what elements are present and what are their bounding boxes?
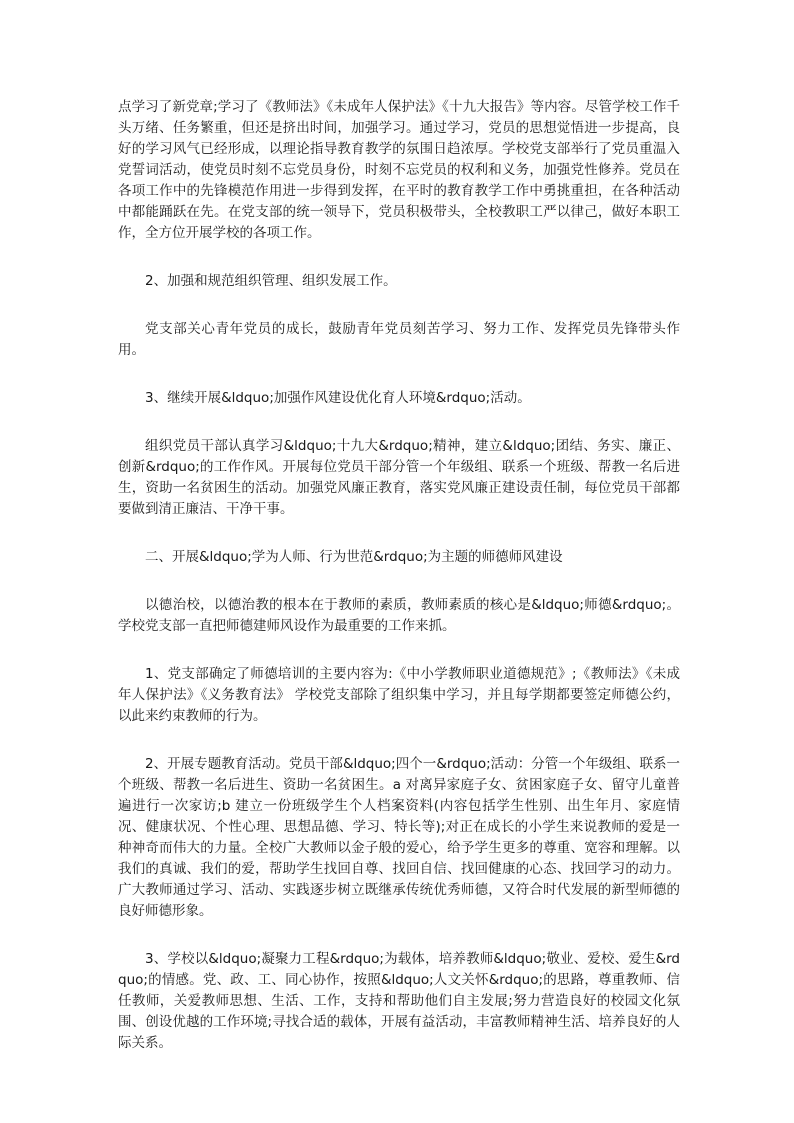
paragraph-ethics-training: 1、党支部确定了师德培训的主要内容为:《中小学教师职业道德规范》;《教师法》《未成年人保护法》《义务教育法》 学校党支部除了组织集中学习，并且每学期都要签定师德公约，以此来约束教师的行为。 (118, 666, 680, 724)
paragraph-work-style-detail: 组织党员干部认真学习&ldquo;十九大&rdquo;精神，建立&ldquo;团结、务实、廉正、创新&rdquo;的工作作风。开展每位党员干部分管一个年级组、联系一个班级、帮教一名后进生，资助一名贫困生的活动。加强党风廉正教育，落实党风廉正建设责任制，每位党员干部都要做到清正廉洁、干净干事。 (118, 438, 680, 517)
paragraph-gap (118, 568, 680, 595)
document-page (118, 97, 680, 1054)
paragraph-gap (118, 637, 680, 664)
paragraph-gap (118, 727, 680, 754)
paragraph-party-study: 点学习了新党章;学习了《教师法》《未成年人保护法》《十九大报告》等内容。尽管学校工作千头万绪、任务繁重，但还是挤出时间，加强学习。通过学习，党员的思想觉悟进一步提高，良好的学习风气已经形成，以理论指导教育教学的氛围日趋浓厚。学校党支部举行了党员重温入党誓词活动，使党员时刻不忘党员身份，时刻不忘党员的权利和义务，加强党性修养。党员在各项工作中的先锋模范作用进一步得到发挥，在平时的教育教学工作中勇挑重担，在各种活动中都能踊跃在先。在党支部的统一领导下，党员积极带头，全校教职工严以律己，做好本职工作，全方位开展学校的各项工作。 (118, 99, 680, 241)
paragraph-young-members: 党支部关心青年党员的成长，鼓励青年党员刻苦学习、努力工作、发挥党员先锋带头作用。 (118, 321, 680, 358)
paragraph-ethics-intro: 以德治校，以德治教的根本在于教师的素质，教师素质的核心是&ldquo;师德&rdquo;。学校党支部一直把师德建师风设作为最重要的工作来抓。 (118, 597, 680, 634)
paragraph-gap (118, 409, 680, 436)
paragraph-gap (118, 922, 680, 949)
paragraph-gap (118, 244, 680, 271)
paragraph-cohesion-project: 3、学校以&ldquo;凝聚力工程&rdquo;为载体，培养教师&ldquo;敬业、爱校、爱生&rdquo;的情感。党、政、工、同心协作，按照&ldquo;人文关怀&rdquo;的思路，尊重教师、信任教师，关爱教师思想、生活、工作，支持和帮助他们自主发展;努力营造良好的校园文化氛围、创设优越的工作环境;寻找合适的载体，开展有益活动，丰富教师精神生活、培养良好的人际关系。 (118, 951, 680, 1051)
paragraph-special-education: 2、开展专题教育活动。党员干部&ldquo;四个一&rdquo;活动：分管一个年级组、联系一个班级、帮教一名后进生、资助一名贫困生。a 对离异家庭子女、贫困家庭子女、留守儿童普遍进行一次家访;b 建立一份班级学生个人档案资料(内容包括学生性别、出生年月、家庭情况、健康状况、个性心理、思想品德、学习、特长等);对正在成长的小学生来说教师的爱是一种神奇而伟大的力量。全校广大教师以金子般的爱心，给予学生更多的尊重、宽容和理解。以我们的真诚、我们的爱，帮助学生找回自尊、找回自信、找回健康的心态、找回学习的动力。广大教师通过学习、活动、实践逐步树立既继承传统优秀师德，又符合时代发展的新型师德的良好师德形象。 (118, 756, 680, 919)
heading-work-style: 3、继续开展&ldquo;加强作风建设优化育人环境&rdquo;活动。 (145, 390, 531, 406)
heading-organization-management: 2、加强和规范组织管理、组织发展工作。 (145, 273, 397, 289)
paragraph-gap (118, 292, 680, 319)
paragraph-gap (118, 520, 680, 547)
paragraph-gap (118, 361, 680, 388)
heading-teacher-ethics: 二、开展&ldquo;学为人师、行为世范&rdquo;为主题的师德师风建设 (145, 549, 563, 565)
